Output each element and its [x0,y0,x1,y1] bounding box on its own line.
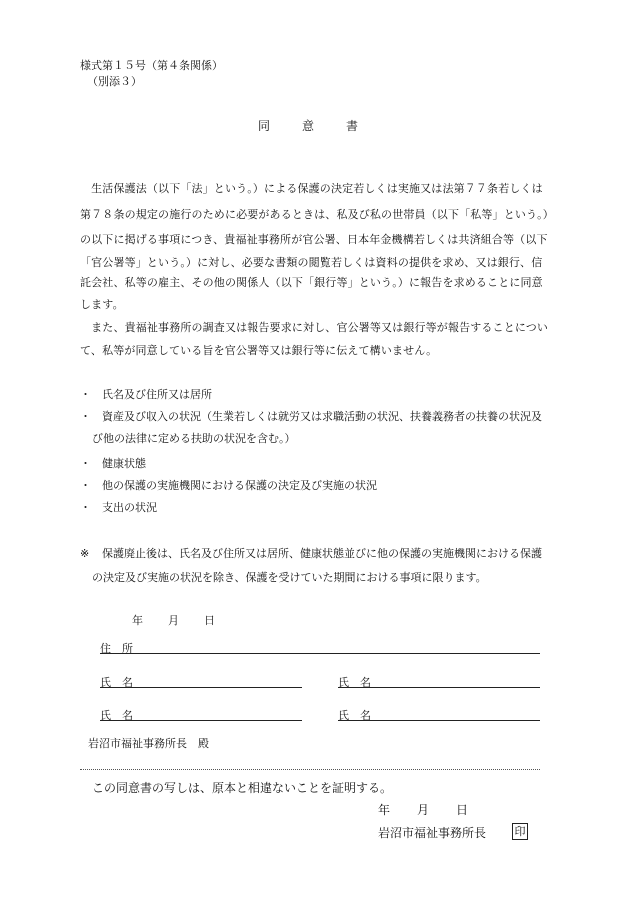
body-line: します。 [80,298,124,311]
name-label-4: 氏 名 [338,709,371,722]
list-item [80,477,377,493]
bullet-mark: ・ [80,501,91,514]
form-number: 様式第１５号（第４条関係） [80,59,223,72]
title-char-3: 書 [346,119,359,133]
body-line: また、貴福祉事務所の調査又は報告要求に対し、官公署等又は銀行等が報告することについ [80,321,549,334]
name-label-1: 氏 名 [100,676,133,689]
list-item [80,455,146,471]
document-title [258,117,358,134]
body-line: 生活保護法（以下「法」という。）による保護の決定若しくは実施又は法第７７条若しくは [80,182,543,195]
address-label: 住 所 [100,642,133,655]
name-label-2: 氏 名 [338,676,371,689]
signature-date: 年 月 日 [132,614,216,627]
body-line: の以下に掲げる事項につき、貴福祉事務所が官公署、日本年金機構若しくは共済組合等（以下 [80,233,548,246]
body-line: 託会社、私等の雇主、その他の関係人（以下「銀行等」という。）に報告を求めることに同意 [80,276,543,289]
addressee: 岩沼市福祉事務所長 殿 [88,737,209,750]
note-mark: ※ [80,547,90,560]
certification-office: 岩沼市福祉事務所長 [378,826,487,840]
note-line-continuation: の決定及び実施の状況を除き、保護を受けていた期間における事項に限ります。 [92,571,487,584]
bullet-mark: ・ [80,410,91,423]
body-line: て、私等が同意している旨を官公署等又は銀行等に伝えて構いません。 [80,344,438,357]
attachment-label: （別添３） [87,75,142,88]
note-line [80,545,542,561]
certification-text: この同意書の写しは、原本と相違ないことを証明する。 [92,781,393,795]
seal-mark: 印 [512,823,528,840]
list-item-text: 氏名及び住所又は居所 [102,388,212,401]
title-char-1: 同 [258,119,271,133]
list-item-text: 健康状態 [102,457,146,470]
list-item-text: 資産及び収入の状況（生業若しくは就労又は求職活動の状況、扶養義務者の扶養の状況及 [102,410,542,423]
name-field-4[interactable] [338,720,540,721]
list-item-text: 支出の状況 [102,501,157,514]
body-line: 「官公署等」という。）に対し、必要な書類の閲覧若しくは資料の提供を求め、又は銀行、信 [80,256,543,269]
body-line: 第７８条の規定の施行のために必要があるときは、私及び私の世帯員（以下「私等」という。） [80,208,554,221]
certification-date: 年 月 日 [378,803,470,817]
list-item [80,408,542,424]
list-item-text: 他の保護の実施機関における保護の決定及び実施の状況 [102,479,377,492]
name-field-1[interactable] [100,687,302,688]
title-char-2: 意 [302,119,315,133]
list-item-continuation: び他の法律に定める扶助の状況を含む。） [92,432,296,445]
name-field-3[interactable] [100,720,302,721]
bullet-mark: ・ [80,457,91,470]
name-label-3: 氏 名 [100,709,133,722]
list-item [80,386,212,402]
note-text: 保護廃止後は、氏名及び住所又は居所、健康状態並びに他の保護の実施機関における保護 [102,547,542,560]
dotted-divider [80,769,540,770]
list-item [80,499,157,515]
name-field-2[interactable] [338,687,540,688]
address-field[interactable] [100,653,540,654]
bullet-mark: ・ [80,479,91,492]
bullet-mark: ・ [80,388,91,401]
